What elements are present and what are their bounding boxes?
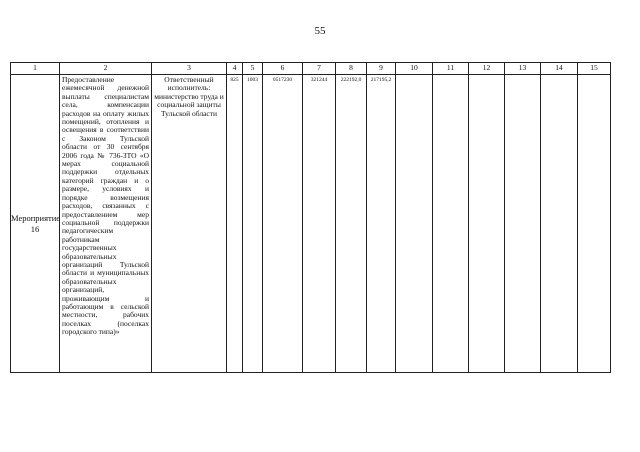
cell-col-11 <box>433 75 469 373</box>
event-description: Предоставление ежемесячной денежной выплаты специалистам села, компенсации расходов на оплату жилых помещений, отопления и освещения в соответствии с Законом Тульской области от 30 сентября 2006 года № 736-ЗТО «О мерах социальной поддержки отдельных категорий граждан и о размере, условиях и порядке возмещения расходов, связанных с предоставлением мер социальной поддержки педагогическим работникам государственных образовательных организаций Тульской области и муниципальных образовательных организаций, проживающим и работающим в сельской местности, рабочих поселках (поселках городского типа)» <box>60 75 152 373</box>
program-table <box>10 62 611 373</box>
header-cell-2: 2 <box>60 63 152 75</box>
cell-col-9: 217195,2 <box>367 75 396 373</box>
event-executor: Ответственный исполнитель: министерство труда и социальной защиты Тульской области <box>152 75 227 373</box>
header-row <box>11 63 611 75</box>
header-cell-9: 9 <box>367 63 396 75</box>
cell-col-6: 0517230 <box>263 75 303 373</box>
cell-col-12 <box>469 75 505 373</box>
header-cell-6: 6 <box>263 63 303 75</box>
cell-col-8: 222192,0 <box>336 75 367 373</box>
header-cell-7: 7 <box>303 63 336 75</box>
page-number: 55 <box>314 25 326 37</box>
header-cell-14: 14 <box>541 63 578 75</box>
header-cell-1: 1 <box>11 63 60 75</box>
header-cell-12: 12 <box>469 63 505 75</box>
cell-col-15 <box>578 75 611 373</box>
header-cell-15: 15 <box>578 63 611 75</box>
header-cell-3: 3 <box>152 63 227 75</box>
header-cell-11: 11 <box>433 63 469 75</box>
cell-col-14 <box>541 75 578 373</box>
header-cell-4: 4 <box>227 63 243 75</box>
header-cell-8: 8 <box>336 63 367 75</box>
header-cell-13: 13 <box>505 63 541 75</box>
header-cell-5: 5 <box>243 63 263 75</box>
cell-col-13 <box>505 75 541 373</box>
cell-col-7: 321244 <box>303 75 336 373</box>
event-name: Мероприятие 16 <box>11 75 60 373</box>
cell-col-10 <box>396 75 433 373</box>
table-row <box>11 75 611 373</box>
cell-col-5: 1003 <box>243 75 263 373</box>
cell-col-4: 825 <box>227 75 243 373</box>
header-cell-10: 10 <box>396 63 433 75</box>
